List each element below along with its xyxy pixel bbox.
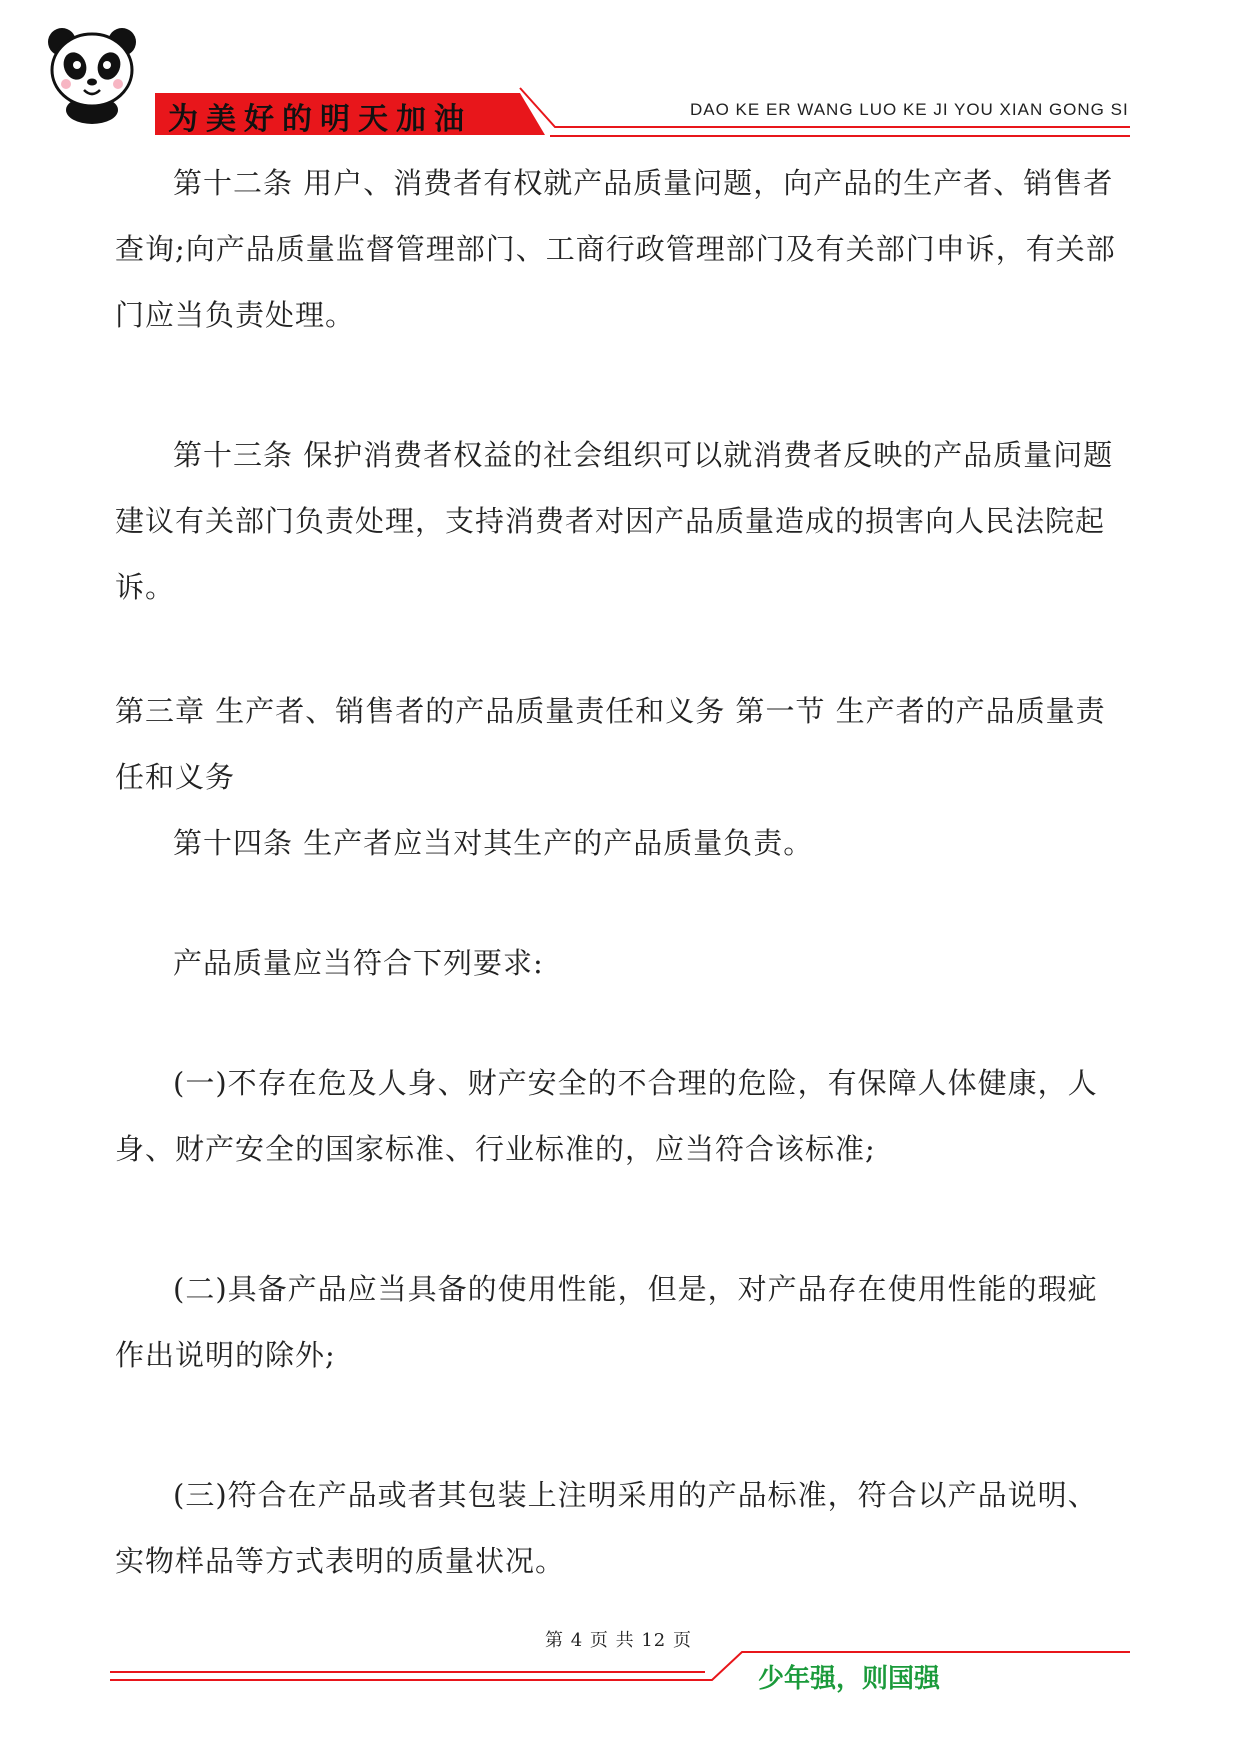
footer [0,1620,1235,1749]
paragraph-requirements-intro: 产品质量应当符合下列要求: [173,946,544,980]
page-number: 第 4 页 共 12 页 [545,1630,692,1651]
paragraph-requirement-1: (一)不存在危及人身、财产安全的不合理的危险，有保障人体健康，人身、财产安全的国家标准、行业标准的，应当符合该标准; [115,1066,1098,1166]
company-name: DAO KE ER WANG LUO KE JI YOU XIAN GONG SI [690,100,1129,119]
paragraph-article-12: 第十二条 用户、消费者有权就产品质量问题，向产品的生产者、销售者查询;向产品质量监督管理部门、工商行政管理部门及有关部门申诉，有关部门应当负责处理。 [115,166,1116,332]
chapter-heading: 第三章 生产者、销售者的产品质量责任和义务 第一节 生产者的产品质量责任和义务 [115,694,1106,794]
footer-decoration [0,1620,1235,1749]
footer-slogan: 少年强，则国强 [758,1664,941,1694]
paragraph-requirement-3: (三)符合在产品或者其包装上注明采用的产品标准，符合以产品说明、实物样品等方式表明的质量状况。 [115,1478,1098,1578]
paragraph-article-13: 第十三条 保护消费者权益的社会组织可以就消费者反映的产品质量问题建议有关部门负责处理，支持消费者对因产品质量造成的损害向人民法院起诉。 [115,438,1114,604]
paragraph-article-14: 第十四条 生产者应当对其生产的产品质量负责。 [173,826,814,860]
document-body [115,150,1125,1594]
header [0,0,1235,145]
paragraph-requirement-2: (二)具备产品应当具备的使用性能，但是，对产品存在使用性能的瑕疵作出说明的除外; [115,1272,1098,1372]
banner-slogan: 为美好的明天加油 [168,102,472,137]
